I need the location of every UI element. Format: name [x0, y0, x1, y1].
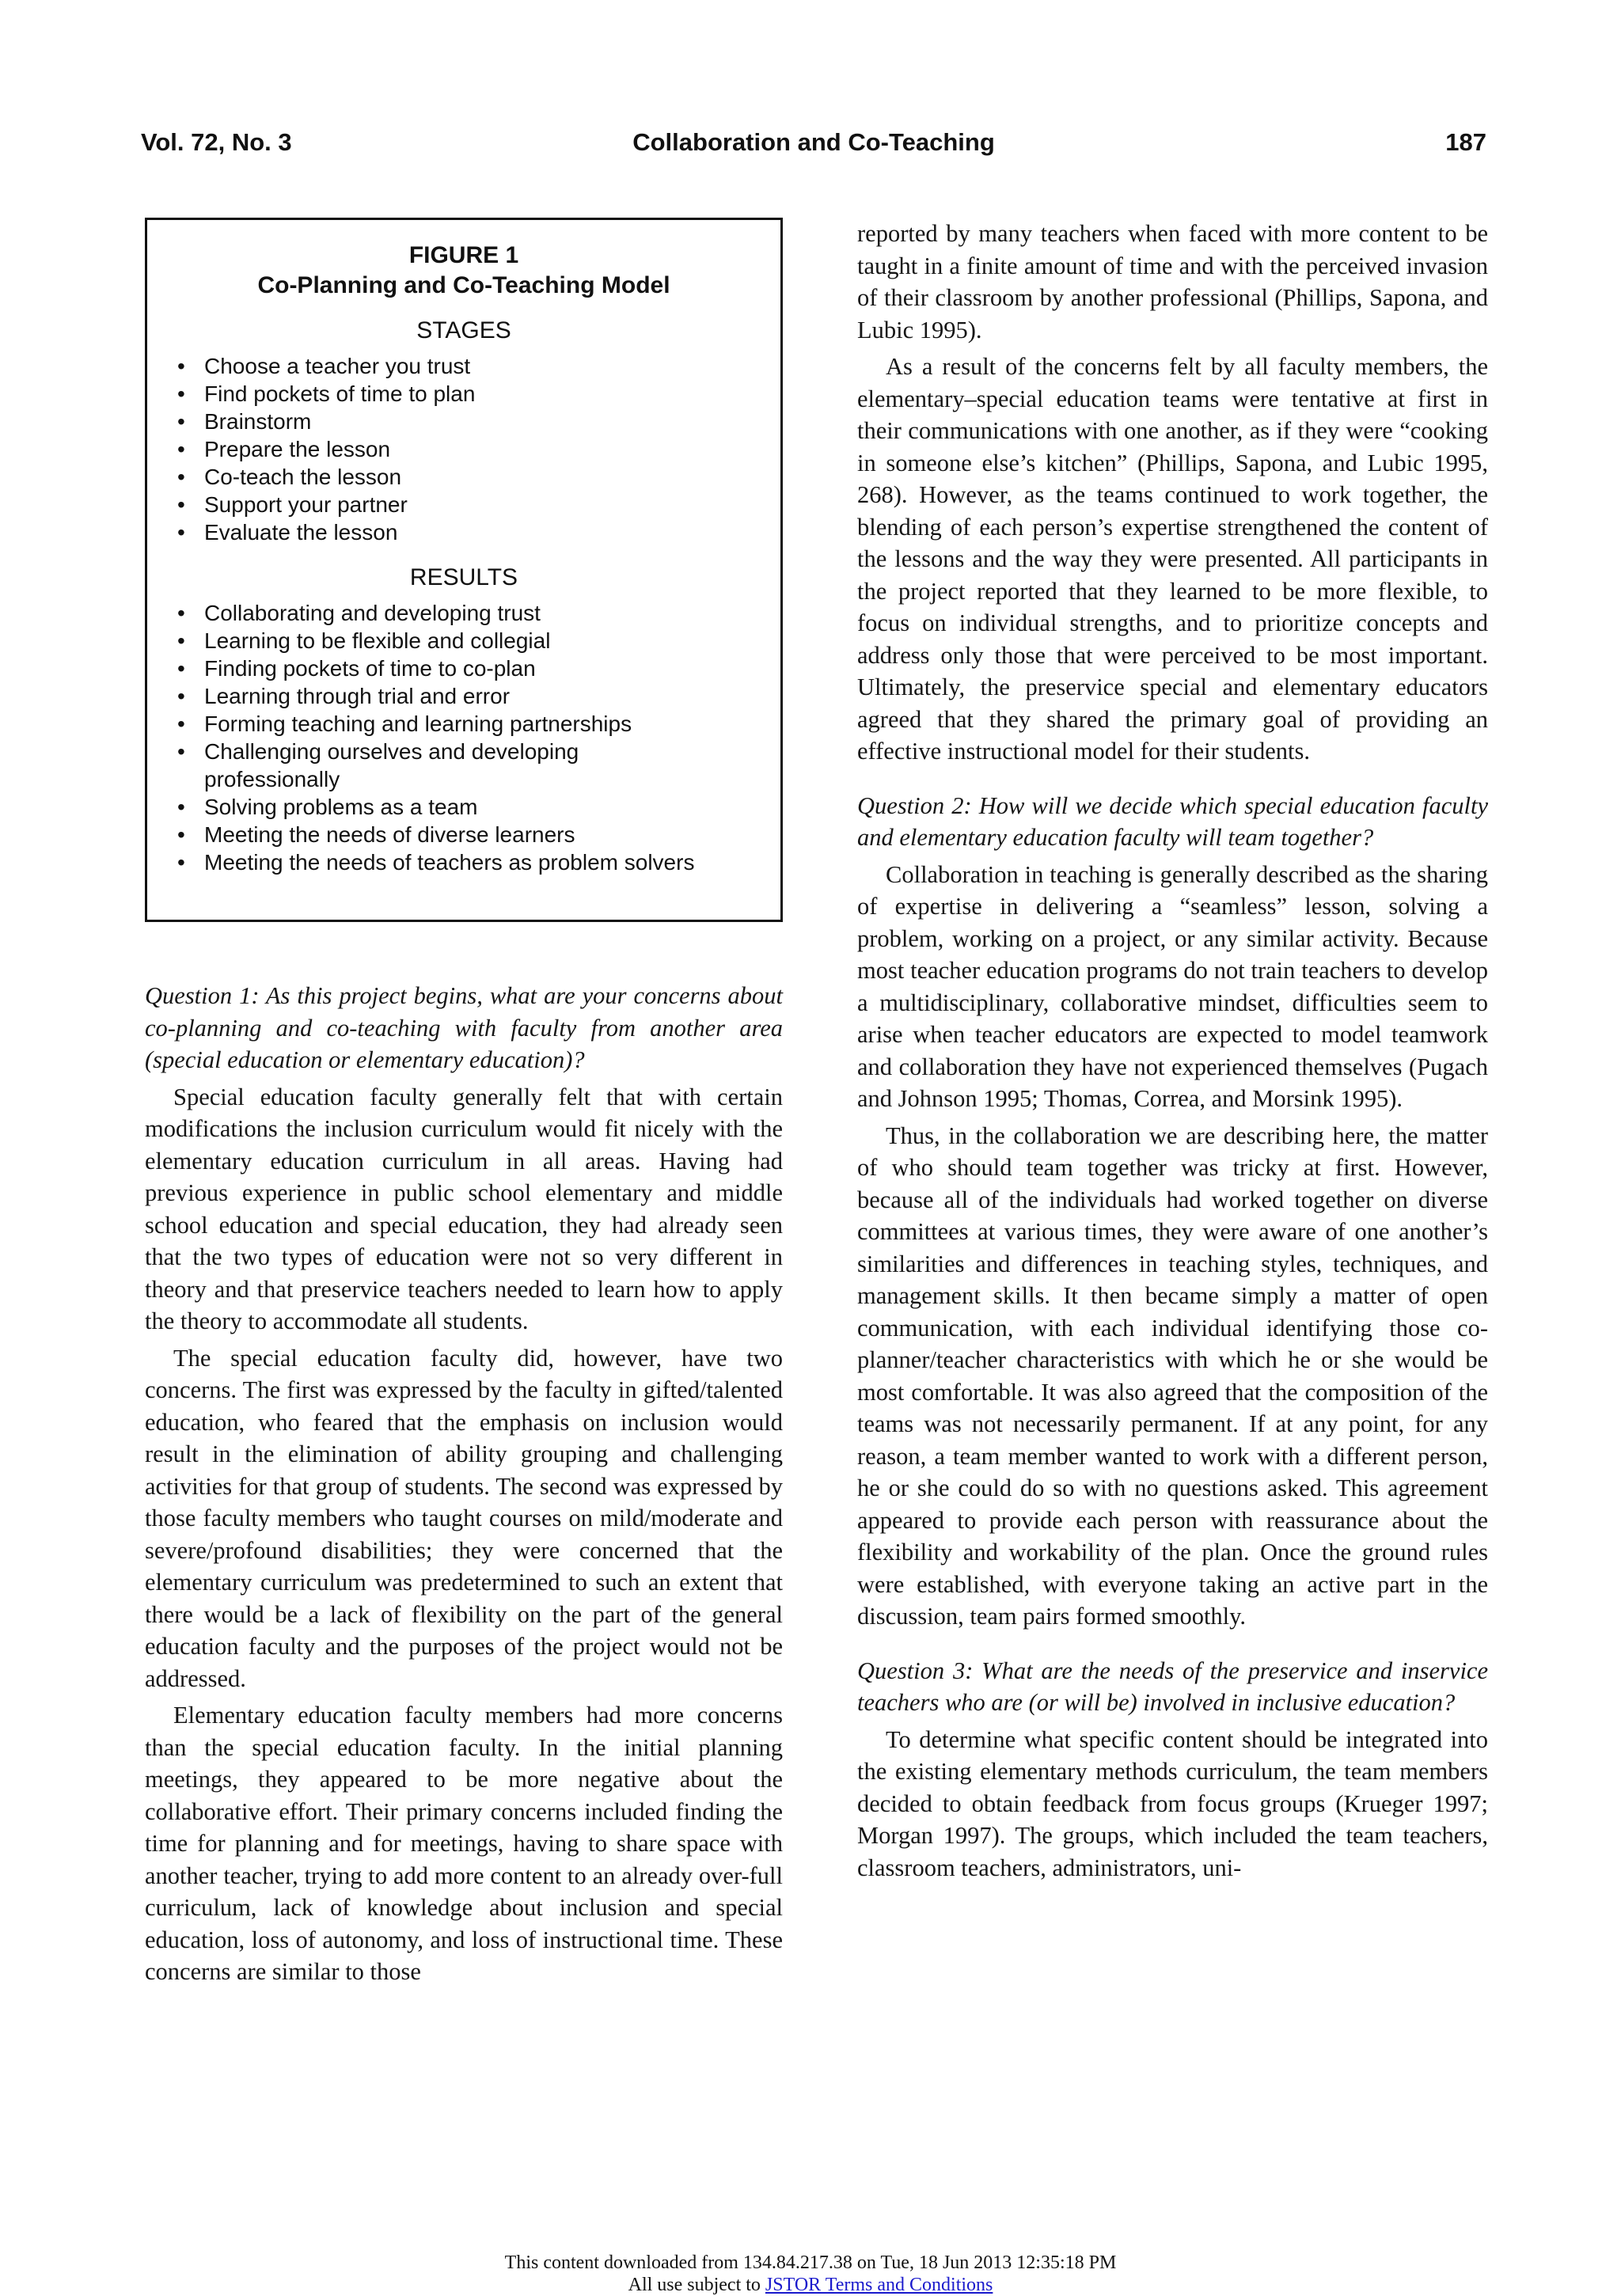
- volume-issue: Vol. 72, No. 3: [141, 128, 292, 156]
- stage-item: • Brainstorm: [204, 408, 765, 435]
- results-heading: RESULTS: [409, 564, 518, 590]
- figure-label: FIGURE 1: [408, 242, 519, 268]
- results-list: [147, 599, 780, 876]
- right-column: [857, 218, 1488, 1884]
- result-item: • Meeting the needs of teachers as problem solvers: [204, 848, 765, 876]
- stages-heading: STAGES: [416, 317, 511, 343]
- running-title: Collaboration and Co-Teaching: [632, 128, 995, 156]
- question-2: Question 2: How will we decide which special education faculty and elementary education faculty will team together?: [857, 791, 1488, 851]
- body-paragraph: The special education faculty did, however, have two concerns. The first was expressed by the faculty in gifted/talented education, who feared that the emphasis on inclusion would result in the elimination of ability grouping and challenging activities for that group of students. The second was expressed by those faculty members who taught courses on mild/moderate and severe/profound disabilities; they were concerned that the elementary curriculum was predetermined to such an extent that there would be a lack of flexibility on the part of the general education faculty and the purposes of the project would not be addressed.: [145, 1344, 783, 1692]
- jstor-terms-link[interactable]: JSTOR Terms and Conditions: [765, 2275, 993, 2295]
- question-1: Question 1: As this project begins, what are your concerns about co-planning and co-teaching with faculty from another area (special education or elementary education)?: [145, 982, 783, 1073]
- result-item: • Finding pockets of time to co-plan: [204, 655, 765, 682]
- download-notice: This content downloaded from 134.84.217.38 on Tue, 18 Jun 2013 12:35:18 PM: [504, 2252, 1117, 2273]
- body-paragraph: As a result of the concerns felt by all faculty members, the elementary–special education teams were tentative at first in their communications with one another, as if they were “cooking in someone else’s kitchen” (Phillips, Sapona, and Lubic 1995, 268). However, as the teams continued to work together, the blending of each person’s expertise strengthened the content of the lessons and the way they were presented. All participants in the project reported that they learned to be more flexible, to focus on individual strengths, and to prioritize concepts and address only those that were perceived to be most important. Ultimately, the preservice special and elementary educators agreed that they shared the primary goal of providing an effective instructional model for their students.: [857, 353, 1488, 765]
- figure-title: Co-Planning and Co-Teaching Model: [257, 272, 670, 298]
- left-column: [145, 980, 783, 1988]
- body-paragraph: Special education faculty generally felt that with certain modifications the inclusion curriculum would fit nicely with the elementary education curriculum in all areas. Having had previous experience in public school elementary and middle school education and special education, they had already seen that the two types of education were not so very different in theory and that preservice teachers needed to learn how to apply the theory to accommodate all students.: [145, 1083, 783, 1334]
- body-paragraph: Elementary education faculty members had more concerns than the special education faculty. In the initial planning meetings, they appeared to be more negative about the collaborative effort. Their primary concerns included finding the time for planning and for meetings, having to share space with another teacher, trying to add more content to an already over-full curriculum, lack of knowledge about inclusion and special education, loss of autonomy, and loss of instructional time. These concerns are similar to those: [145, 1702, 783, 1985]
- result-item: • Learning to be flexible and collegial: [204, 627, 765, 655]
- result-item: • Learning through trial and error: [204, 682, 765, 710]
- body-paragraph-continued: reported by many teachers when faced with more content to be taught in a finite amount of time and with the perceived invasion of their classroom by another professional (Phillips, Sapona, and Lubic 1995).: [857, 220, 1488, 343]
- stage-item: • Support your partner: [204, 491, 765, 518]
- terms-prefix: All use subject to: [628, 2275, 765, 2295]
- stages-list: [147, 352, 780, 546]
- stage-item: • Find pockets of time to plan: [204, 380, 765, 408]
- body-paragraph: Thus, in the collaboration we are describing here, the matter of who should team together was tricky at first. However, because all of the individuals had worked together on diverse committees at various times, they were aware of one another’s similarities and differences in teaching styles, techniques, and management skills. It then became simply a matter of open communication, with each individual identifying those co-planner/teacher characteristics with which he or she would be most comfortable. It was also agreed that the composition of the teams was not necessarily permanent. If at any point, for any reason, a team member wanted to work with a different person, he or she could do so with no questions asked. This agreement appeared to provide each person with reassurance about the flexibility and workability of the plan. Once the ground rules were established, with everyone taking an active part in the discussion, team pairs formed smoothly.: [857, 1121, 1488, 1630]
- result-item: • Solving problems as a team: [204, 793, 765, 821]
- page-number: 187: [1445, 128, 1486, 156]
- stage-item: • Prepare the lesson: [204, 435, 765, 463]
- stage-item: • Co-teach the lesson: [204, 463, 765, 491]
- question-3: Question 3: What are the needs of the preservice and inservice teachers who are (or will be) involved in inclusive education?: [857, 1657, 1488, 1716]
- running-header: [141, 128, 1486, 160]
- stage-item: • Choose a teacher you trust: [204, 352, 765, 380]
- terms-line: [0, 2274, 1621, 2296]
- result-item: • Meeting the needs of diverse learners: [204, 821, 765, 848]
- stage-item: • Evaluate the lesson: [204, 518, 765, 546]
- download-footer: [0, 2252, 1621, 2296]
- result-item: • Challenging ourselves and developing professionally: [204, 738, 765, 793]
- body-paragraph: Collaboration in teaching is generally described as the sharing of expertise in delivering a “seamless” lesson, solving a problem, working on a project, or any similar activity. Because most teacher education programs do not train teachers to develop a multidisciplinary, collaborative mindset, difficulties seem to arise when teacher educators are expected to model teamwork and collaboration they have not experienced themselves (Pugach and Johnson 1995; Thomas, Correa, and Morsink 1995).: [857, 860, 1488, 1112]
- result-item: • Forming teaching and learning partnerships: [204, 710, 765, 738]
- result-item: • Collaborating and developing trust: [204, 599, 765, 627]
- figure-box: [145, 218, 783, 922]
- body-paragraph: To determine what specific content should be integrated into the existing elementary methods curriculum, the team members decided to obtain feedback from focus groups (Krueger 1997; Morgan 1997). The groups, which included the team teachers, classroom teachers, administrators, uni-: [857, 1725, 1488, 1881]
